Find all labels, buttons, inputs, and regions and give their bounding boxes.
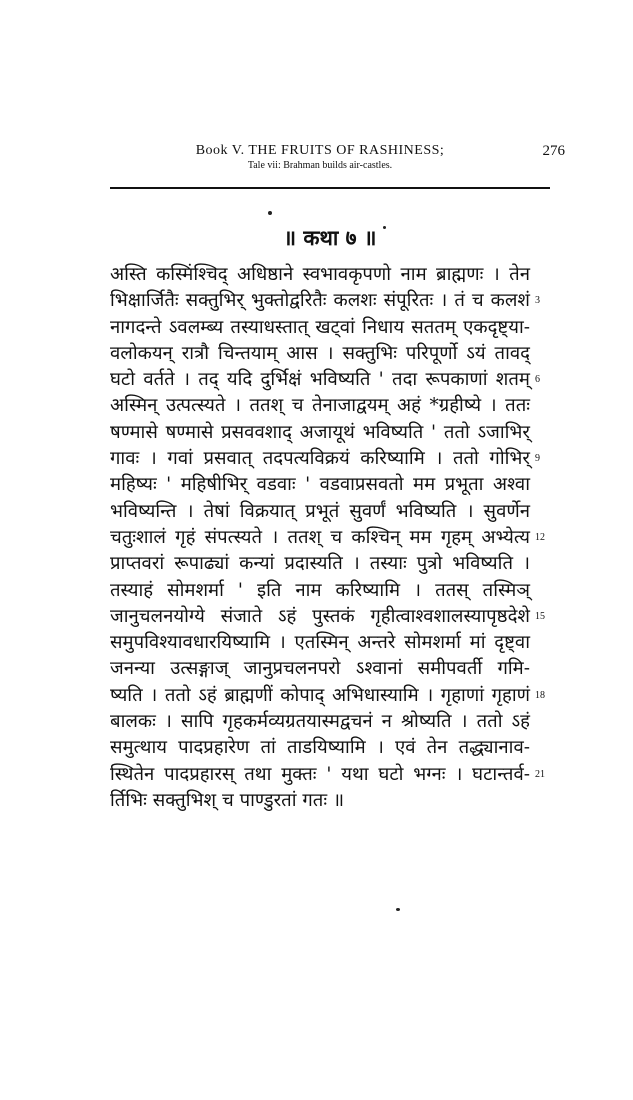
line-number: 18 [535,689,545,701]
header-title: Book V. THE FRUITS OF RASHINESS; [195,143,445,158]
text-line [110,446,550,472]
line-text: समुत्थाय पादप्रहारेण तां ताडयिष्यामि । एवं तेन तद्ध्यानाव- [110,737,530,759]
line-text: र्तिभिः सक्तुभिश् च पाण्डुरतां गतः ॥ [110,789,345,811]
print-speck [396,908,400,911]
page-number: 276 [542,143,565,159]
text-line [110,288,550,314]
line-text: घटो वर्तते । तद् यदि दुर्भिक्षं भविष्यति ' तदा रूपकाणां शतम् [110,369,530,391]
text-line [110,499,550,525]
line-text: गावः । गवां प्रसवात् तदपत्यविक्रयं करिष्यामि । ततो गोभिर् [110,448,530,470]
text-line [110,341,550,367]
running-header [130,143,510,171]
text-line [110,525,550,551]
text-line [110,578,550,604]
line-text: जानुचलनयोग्ये संजाते ऽहं पुस्तकं गृहीत्वाश्वशालस्यापृष्ठदेशे [110,605,530,627]
print-speck [383,226,386,229]
line-text: वलोकयन् रात्रौ चिन्तयाम् आस । सक्तुभिः परिपूर्णो ऽयं तावद् [110,342,530,364]
line-text: बालकः । सापि गृहकर्मव्यग्रतयास्मद्वचनं न श्रोष्यति । ततो ऽहं [110,711,530,733]
line-text: समुपविश्यावधारयिष्यामि । एतस्मिन् अन्तरे सोमशर्मा मां दृष्ट्वा [110,632,530,654]
line-text: नागदन्ते ऽवलम्ब्य तस्याधस्तात् खट्वां निधाय सततम् एकदृष्ट्या- [110,316,530,338]
header-subtitle: Tale vii: Brahman builds air-castles. [247,160,393,171]
line-text: अस्मिन् उत्पत्स्यते । ततश् च तेनाजाद्वयम् अहं *ग्रहीष्ये । ततः [110,395,530,417]
sanskrit-text-body [110,262,550,814]
text-line [110,367,550,393]
text-line [110,656,550,682]
line-number: 6 [535,374,540,386]
line-number: 15 [535,610,545,622]
line-number: 12 [535,531,545,543]
line-text: भविष्यन्ति । तेषां विक्रयात् प्रभूतं सुवर्णं भविष्यति । सुवर्णेन [110,500,530,522]
line-text: भिक्षार्जितैः सक्तुभिर् भुक्तोद्वरितैः कलशः संपूरितः । तं च कलशं [110,290,530,312]
text-line [110,604,550,630]
line-text: स्थितेन पादप्रहारस् तथा मुक्तः ' यथा घटो भग्नः । घटान्तर्व- [110,763,530,785]
line-number: 21 [535,768,545,780]
text-line [110,788,550,814]
line-text: षण्मासे षण्मासे प्रसववशाद् अजायूथं भविष्यति ' ततो ऽजाभिर् [110,421,530,443]
story-heading: ॥ कथा ७ ॥ [283,225,377,250]
text-line [110,551,550,577]
line-text: तस्याहं सोमशर्मा ' इति नाम करिष्यामि । ततस् तस्मिञ् [110,579,530,601]
text-line [110,393,550,419]
text-line [110,262,550,288]
text-line [110,315,550,341]
line-text: प्राप्तवरां रूपाढ्यां कन्यां प्रदास्यति । तस्याः पुत्रो भविष्यति । [110,553,530,575]
line-text: ष्यति । ततो ऽहं ब्राह्मणीं कोपाद् अभिधास्यामि । गृहाणां गृहाणं [110,684,530,706]
line-text: जनन्या उत्सङ्गाज् जानुप्रचलनपरो ऽश्वानां समीपवर्ती गमि- [110,658,530,680]
header-rule [110,187,550,189]
print-speck [268,211,272,215]
text-line [110,630,550,656]
text-line [110,683,550,709]
text-line [110,709,550,735]
text-line [110,420,550,446]
line-text: अस्ति कस्मिंश्चिद् अधिष्ठाने स्वभावकृपणो नाम ब्राह्मणः । तेन [110,264,530,285]
text-line [110,735,550,761]
line-text: महिष्यः ' महिषीभिर् वडवाः ' वडवाप्रसवतो मम प्रभूता अश्वा [110,474,530,496]
text-line [110,762,550,788]
line-text: चतुःशालं गृहं संपत्स्यते । ततश् च कश्चिन् मम गृहम् अभ्येत्य [110,526,530,548]
line-number: 9 [535,453,540,465]
text-line [110,472,550,498]
line-number: 3 [535,295,540,307]
